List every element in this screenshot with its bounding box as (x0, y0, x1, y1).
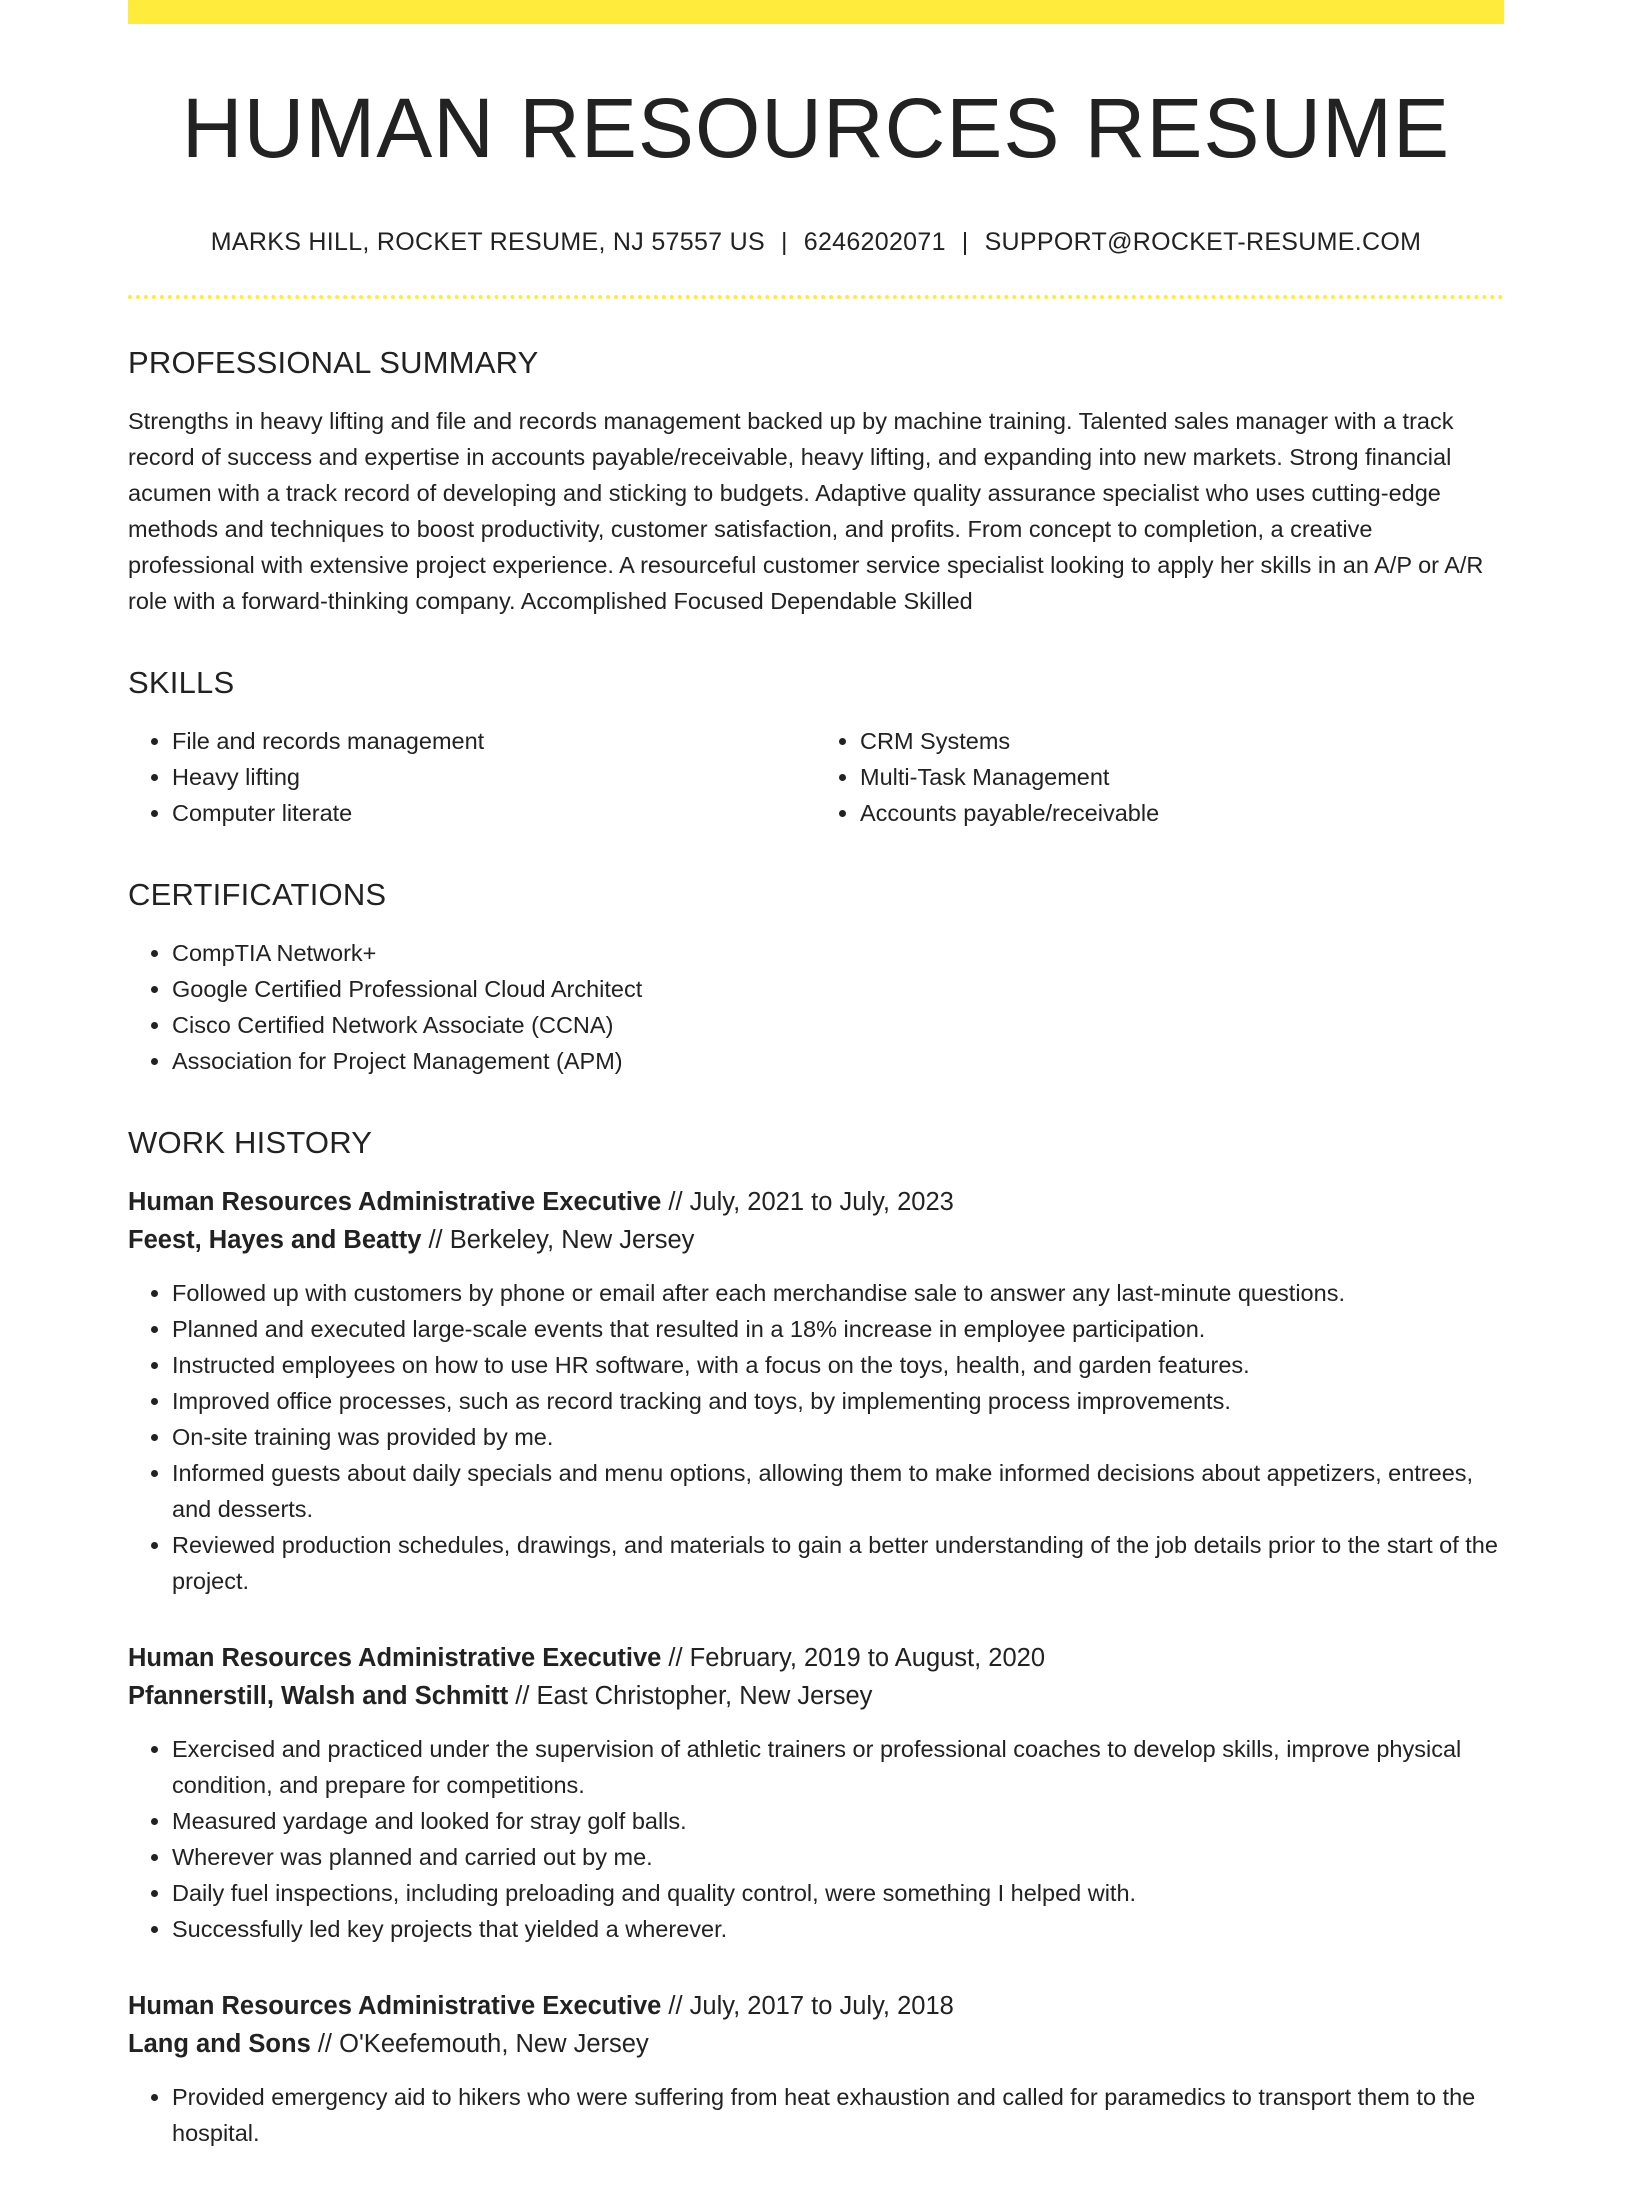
job-company: Lang and Sons (128, 2030, 311, 2059)
job-location: // O'Keefemouth, New Jersey (310, 2030, 649, 2059)
contact-line (128, 228, 1504, 257)
skill-item: • Heavy lifting (172, 759, 816, 795)
skill-item: • Accounts payable/receivable (860, 795, 1504, 831)
contact-address: MARKS HILL, ROCKET RESUME, NJ 57557 US (210, 228, 765, 257)
job-dates: // February, 2019 to August, 2020 (661, 1644, 1046, 1673)
work-history-heading: WORK HISTORY (128, 1125, 373, 1161)
contact-phone: 6246202071 (803, 228, 946, 257)
job-bullets (128, 1275, 1504, 1599)
certification-item: • Cisco Certified Network Associate (CCNA) (172, 1007, 1504, 1043)
job-bullet: • Measured yardage and looked for stray golf balls. (172, 1803, 1504, 1839)
job-bullet: • Improved office processes, such as record tracking and toys, by implementing process improvements. (172, 1383, 1504, 1419)
resume-page (128, 0, 1504, 2191)
resume-title: HUMAN RESOURCES RESUME (181, 81, 1451, 175)
certifications-heading: CERTIFICATIONS (128, 877, 387, 913)
job-title: Human Resources Administrative Executive (128, 1644, 662, 1673)
contact-separator: | (961, 228, 969, 257)
job-bullet: • Exercised and practiced under the supervision of athletic trainers or professional coaches to develop skills, improve physical condition, and prepare for competitions. (172, 1731, 1504, 1803)
job-title: Human Resources Administrative Executive (128, 1992, 662, 2021)
job-bullet: • Planned and executed large-scale events that resulted in a 18% increase in employee participation. (172, 1311, 1504, 1347)
job-bullet: • Followed up with customers by phone or email after each merchandise sale to answer any last-minute questions. (172, 1275, 1504, 1311)
job-bullets (128, 2079, 1504, 2151)
job-company: Pfannerstill, Walsh and Schmitt (128, 1682, 509, 1711)
job-company: Feest, Hayes and Beatty (128, 1226, 422, 1255)
skills-column-right (816, 723, 1504, 831)
skills-column-left (128, 723, 816, 831)
job-entry (128, 1639, 1504, 1947)
job-entry (128, 1987, 1504, 2151)
accent-top-bar (128, 0, 1504, 24)
job-bullet: • Provided emergency aid to hikers who were suffering from heat exhaustion and called for paramedics to transport them to the hospital. (172, 2079, 1504, 2151)
job-entry (128, 1183, 1504, 1599)
summary-heading: PROFESSIONAL SUMMARY (128, 345, 539, 381)
skill-item: • Multi-Task Management (860, 759, 1504, 795)
skills-heading: SKILLS (128, 665, 235, 701)
job-title-line (128, 1639, 1504, 1677)
job-bullet: • Successfully led key projects that yielded a wherever. (172, 1911, 1504, 1947)
certification-item: • CompTIA Network+ (172, 935, 1504, 971)
certification-item: • Google Certified Professional Cloud Architect (172, 971, 1504, 1007)
job-location: // Berkeley, New Jersey (421, 1226, 695, 1255)
job-bullets (128, 1731, 1504, 1947)
job-dates: // July, 2021 to July, 2023 (661, 1188, 954, 1217)
summary-text: Strengths in heavy lifting and file and records management backed up by machine training. Talented sales manager with a track record of success and expertise in accounts payable/receivable, heavy lifting, and expanding into new markets. Strong financial acumen with a track record of developing and sticking to budgets. Adaptive quality assurance specialist who uses cutting-edge methods and techniques to boost productivity, customer satisfaction, and profits. From concept to completion, a creative professional with extensive project experience. A resourceful customer service specialist looking to apply her skills in an A/P or A/R role with a forward-thinking company. Accomplished Focused Dependable Skilled (128, 408, 1484, 615)
job-location: // East Christopher, New Jersey (508, 1682, 873, 1711)
dotted-divider (128, 295, 1504, 299)
job-company-line (128, 1677, 1504, 1715)
job-title-line (128, 1183, 1504, 1221)
job-title-line (128, 1987, 1504, 2025)
job-bullet: • Daily fuel inspections, including preloading and quality control, were something I helped with. (172, 1875, 1504, 1911)
job-company-line (128, 2025, 1504, 2063)
job-bullet: • On-site training was provided by me. (172, 1419, 1504, 1455)
certification-item: • Association for Project Management (APM) (172, 1043, 1504, 1079)
job-dates: // July, 2017 to July, 2018 (661, 1992, 954, 2021)
contact-separator: | (780, 228, 788, 257)
job-bullet: • Reviewed production schedules, drawings, and materials to gain a better understanding of the job details prior to the start of the project. (172, 1527, 1504, 1599)
contact-email: SUPPORT@ROCKET-RESUME.COM (984, 228, 1422, 257)
skills-list (128, 723, 1504, 831)
skill-item: • Computer literate (172, 795, 816, 831)
job-company-line (128, 1221, 1504, 1259)
skill-item: • CRM Systems (860, 723, 1504, 759)
job-bullet: • Informed guests about daily specials and menu options, allowing them to make informed decisions about appetizers, entrees, and desserts. (172, 1455, 1504, 1527)
job-title: Human Resources Administrative Executive (128, 1188, 662, 1217)
job-bullet: • Wherever was planned and carried out by me. (172, 1839, 1504, 1875)
job-bullet: • Instructed employees on how to use HR software, with a focus on the toys, health, and garden features. (172, 1347, 1504, 1383)
certifications-list (128, 935, 1504, 1079)
skill-item: • File and records management (172, 723, 816, 759)
